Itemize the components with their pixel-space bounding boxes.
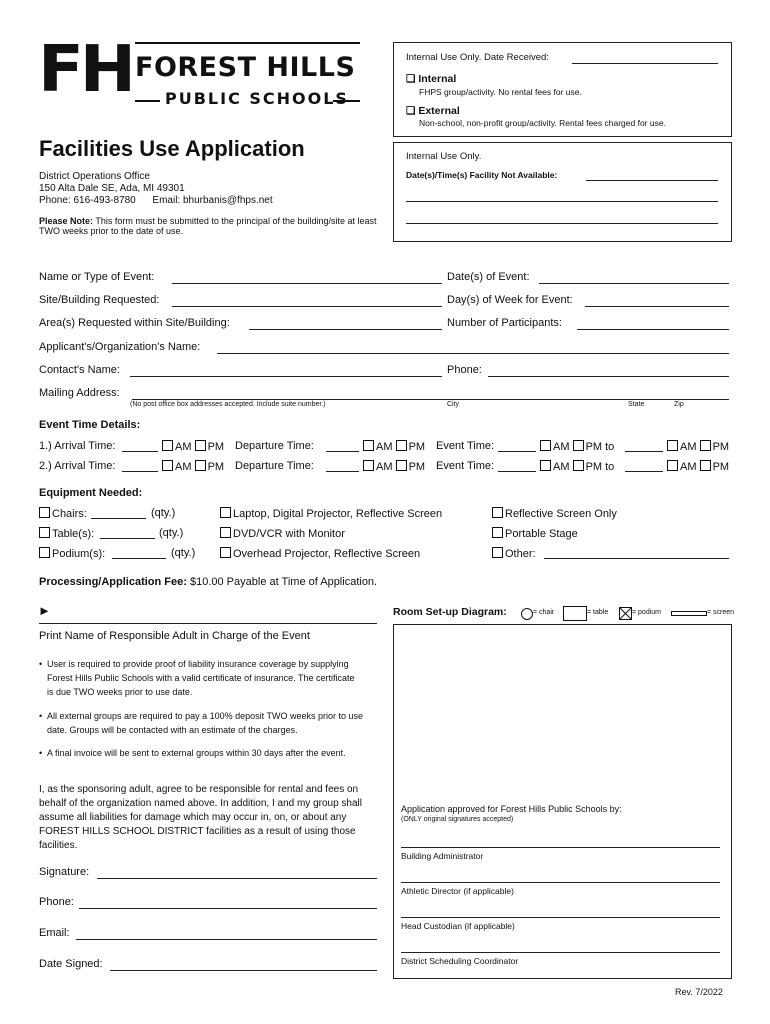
mailing-field[interactable] [132,399,729,400]
am-label: AM [175,441,192,453]
overhead-checkbox[interactable] [220,547,420,560]
am-label: AM [553,441,570,453]
days-field[interactable] [585,306,729,307]
podium-legend: = podium [632,609,661,616]
event-time2-end[interactable] [625,471,663,472]
chairs-label: Chairs: [52,508,87,520]
revision-date: Rev. 7/2022 [675,987,723,997]
other-field[interactable] [544,558,729,559]
participants-label: Number of Participants: [447,317,562,329]
external-option[interactable]: ❑ External [406,105,460,117]
departure1-label: Departure Time: [235,440,314,452]
dvd-checkbox[interactable] [220,527,345,540]
laptop-checkbox[interactable] [220,507,442,520]
event-time2-label: Event Time: [436,460,495,472]
departure2-label: Departure Time: [235,460,314,472]
diagram-title: Room Set-up Diagram: [393,606,507,618]
external-desc: Non-school, non-profit group/activity. Rental fees charged for use. [419,118,666,128]
overhead-label: Overhead Projector, Reflective Screen [233,548,421,560]
am-label: AM [376,461,393,473]
logo-subname: PUBLIC SCHOOLS [165,89,349,108]
internal-label: Internal [418,73,457,85]
org-label: Applicant's/Organization's Name: [39,341,201,353]
state-label: State [628,401,645,408]
availability-box [393,142,732,242]
departure2-ampm[interactable] [363,460,425,473]
approval-title: Application approved for Forest Hills Public Schools by: [401,804,622,814]
site-label: Site/Building Requested: [39,294,160,306]
date-received-field[interactable] [572,63,718,64]
pm-label: PM [585,441,603,453]
scheduling-coordinator-label: District Scheduling Coordinator [401,956,519,966]
processing-fee [39,576,377,588]
zip-label: Zip [674,401,684,408]
external-label: External [418,105,460,117]
fee-label: Processing/Application Fee: [39,576,187,588]
pm-label: PM [585,461,603,473]
other-checkbox[interactable] [492,547,536,560]
event-time2-end-ampm[interactable] [667,460,729,473]
internal-option[interactable]: ❑ Internal [406,73,457,85]
to-label: to [605,461,615,473]
chairs-checkbox[interactable] [39,507,87,520]
page-title: Facilities Use Application [39,136,305,161]
table-legend: = table [587,609,609,616]
pm-label: PM [712,461,730,473]
event-time1-ampm[interactable] [540,440,614,453]
date-signed-field[interactable] [110,970,377,971]
arrow-icon: ► [38,603,51,618]
laptop-label: Laptop, Digital Projector, Reflective Screen [233,508,443,520]
event-time1-label: Event Time: [436,440,495,452]
am-label: AM [553,461,570,473]
event-time1-end-ampm[interactable] [667,440,729,453]
responsible-name-field[interactable] [39,623,377,624]
podiums-qty-label: (qty.) [171,547,196,559]
arrival2-ampm[interactable] [162,460,224,473]
event-name-field[interactable] [172,283,442,284]
am-label: AM [376,441,393,453]
athletic-director-label: Athletic Director (if applicable) [401,886,514,896]
dates-field[interactable] [539,283,729,284]
signer-phone-field[interactable] [79,908,377,909]
screen-only-checkbox[interactable] [492,507,617,520]
signer-email-label: Email: [39,927,70,939]
approval-line-3[interactable] [401,917,720,918]
office-info [39,171,273,207]
dates-label: Date(s) of Event: [447,271,530,283]
chairs-qty-label: (qty.) [151,507,176,519]
responsible-label: Print Name of Responsible Adult in Charge of the Event [39,630,310,642]
signature-label: Signature: [39,866,90,878]
screen-only-label: Reflective Screen Only [505,508,617,520]
pm-label: PM [207,441,225,453]
signer-email-field[interactable] [76,939,377,940]
equipment-header: Equipment Needed: [39,487,143,499]
logo [38,33,360,110]
event-time2-ampm[interactable] [540,460,614,473]
chair-icon [521,608,533,620]
days-label: Day(s) of Week for Event: [447,294,573,306]
date-received-label: Internal Use Only. Date Received: [406,52,549,63]
contact-label: Contact's Name: [39,364,120,376]
pm-label: PM [712,441,730,453]
bullet-insurance: • User is required to provide proof of liability insurance coverage by supplying Forest Hills Public Schools with a valid certificate of insurance. The certificate is due TWO weeks prior to use date. [39,657,359,699]
stage-checkbox[interactable] [492,527,578,540]
approval-sub: (ONLY original signatures accepted) [401,816,514,823]
departure1-ampm[interactable] [363,440,425,453]
avail-field-1[interactable] [586,180,718,181]
am-label: AM [680,461,697,473]
participants-field[interactable] [577,329,729,330]
diagram-legend [521,606,736,620]
stage-label: Portable Stage [505,528,578,540]
fee-text: $10.00 Payable at Time of Application. [189,576,378,588]
bullet-deposit: • All external groups are required to pay a 100% deposit TWO weeks prior to use date. Groups will be contacted with an estimate of the charges. [39,709,359,737]
signature-field[interactable] [97,878,377,879]
pm-label: PM [207,461,225,473]
please-note [39,216,384,236]
tables-qty-label: (qty.) [159,527,184,539]
podiums-checkbox[interactable] [39,547,105,560]
internal-use-box [393,42,732,137]
bullet-text: A final invoice will be sent to external groups within 30 days after the event. [47,748,346,758]
office-address: 150 Alta Dale SE, Ada, MI 49301 [39,183,185,194]
approval-line-4[interactable] [401,952,720,953]
tables-qty-field[interactable] [100,538,155,539]
event-name-label: Name or Type of Event: [39,271,155,283]
contact-field[interactable] [130,376,442,377]
screen-legend: = screen [707,609,735,616]
head-custodian-label: Head Custodian (if applicable) [401,921,515,931]
event-time1-end[interactable] [625,451,663,452]
table-icon [563,606,587,621]
avail-title: Internal Use Only. [406,151,482,162]
arrival1-label: 1.) Arrival Time: [39,440,116,452]
avail-label: Date(s)/Time(s) Facility Not Available: [406,170,558,180]
event-time-header: Event Time Details: [39,419,141,431]
event-time2-start[interactable] [498,471,536,472]
bullet-text: All external groups are required to pay a 100% deposit TWO weeks prior to use date. Groups will be contacted with an estimate of the charges. [47,711,363,735]
office-name: District Operations Office [39,171,150,182]
arrival2-field[interactable] [122,471,158,472]
bullet-text: User is required to provide proof of liability insurance coverage by supplying Forest Hills Public Schools with a valid certificate of insurance. The certificate is due TWO weeks prior to use date. [47,659,355,697]
chair-legend: = chair [533,609,555,616]
approval-line-2[interactable] [401,882,720,883]
areas-field[interactable] [249,329,442,330]
building-admin-label: Building Administrator [401,851,484,861]
date-signed-label: Date Signed: [39,958,103,970]
tables-checkbox[interactable] [39,527,94,540]
avail-field-2[interactable] [406,201,718,202]
avail-field-3[interactable] [406,223,718,224]
am-label: AM [680,441,697,453]
chairs-qty-field[interactable] [91,518,146,519]
arrival1-ampm[interactable] [162,440,224,453]
am-label: AM [175,461,192,473]
mailing-note: (No post office box addresses accepted. Include suite number.) [130,401,326,408]
signer-phone-label: Phone: [39,896,74,908]
departure1-field[interactable] [326,451,359,452]
podiums-qty-field[interactable] [112,558,166,559]
org-field[interactable] [217,353,729,354]
tables-label: Table(s): [52,528,95,540]
note-text: This form must be submitted to the principal of the building/site at least TWO weeks prior to the date of use. [39,216,377,236]
other-label: Other: [505,548,536,560]
podium-icon [619,607,632,620]
bullet-invoice: • A final invoice will be sent to external groups within 30 days after the event. [39,746,359,760]
site-field[interactable] [172,306,442,307]
phone-field[interactable] [488,376,729,377]
departure2-field[interactable] [326,471,359,472]
dvd-label: DVD/VCR with Monitor [233,528,345,540]
logo-name: FOREST HILLS [135,52,356,83]
to-label: to [605,441,615,453]
office-contact: Phone: 616-493-8780 Email: bhurbanis@fhps.net [39,195,273,206]
areas-label: Area(s) Requested within Site/Building: [39,317,230,329]
phone-label: Phone: [447,364,482,376]
mailing-label: Mailing Address: [39,387,120,399]
pm-label: PM [408,461,426,473]
arrival1-field[interactable] [122,451,158,452]
city-label: City [447,401,460,408]
approval-line-1[interactable] [401,847,720,848]
pm-label: PM [408,441,426,453]
podiums-label: Podium(s): [52,548,106,560]
screen-icon [671,611,707,616]
arrival2-label: 2.) Arrival Time: [39,460,116,472]
internal-desc: FHPS group/activity. No rental fees for use. [419,87,582,97]
logo-mark: FH [38,33,132,107]
agreement-text: I, as the sponsoring adult, agree to be responsible for rental and fees on behalf of the organization named above. In addition, I and my group shall assume all liabilities for damage which may occur in, on, or about any FOREST HILLS SCHOOL DISTRICT facilities as a result of using those facilities. [39,784,362,851]
note-label: Please Note: [39,216,94,226]
event-time1-start[interactable] [498,451,536,452]
